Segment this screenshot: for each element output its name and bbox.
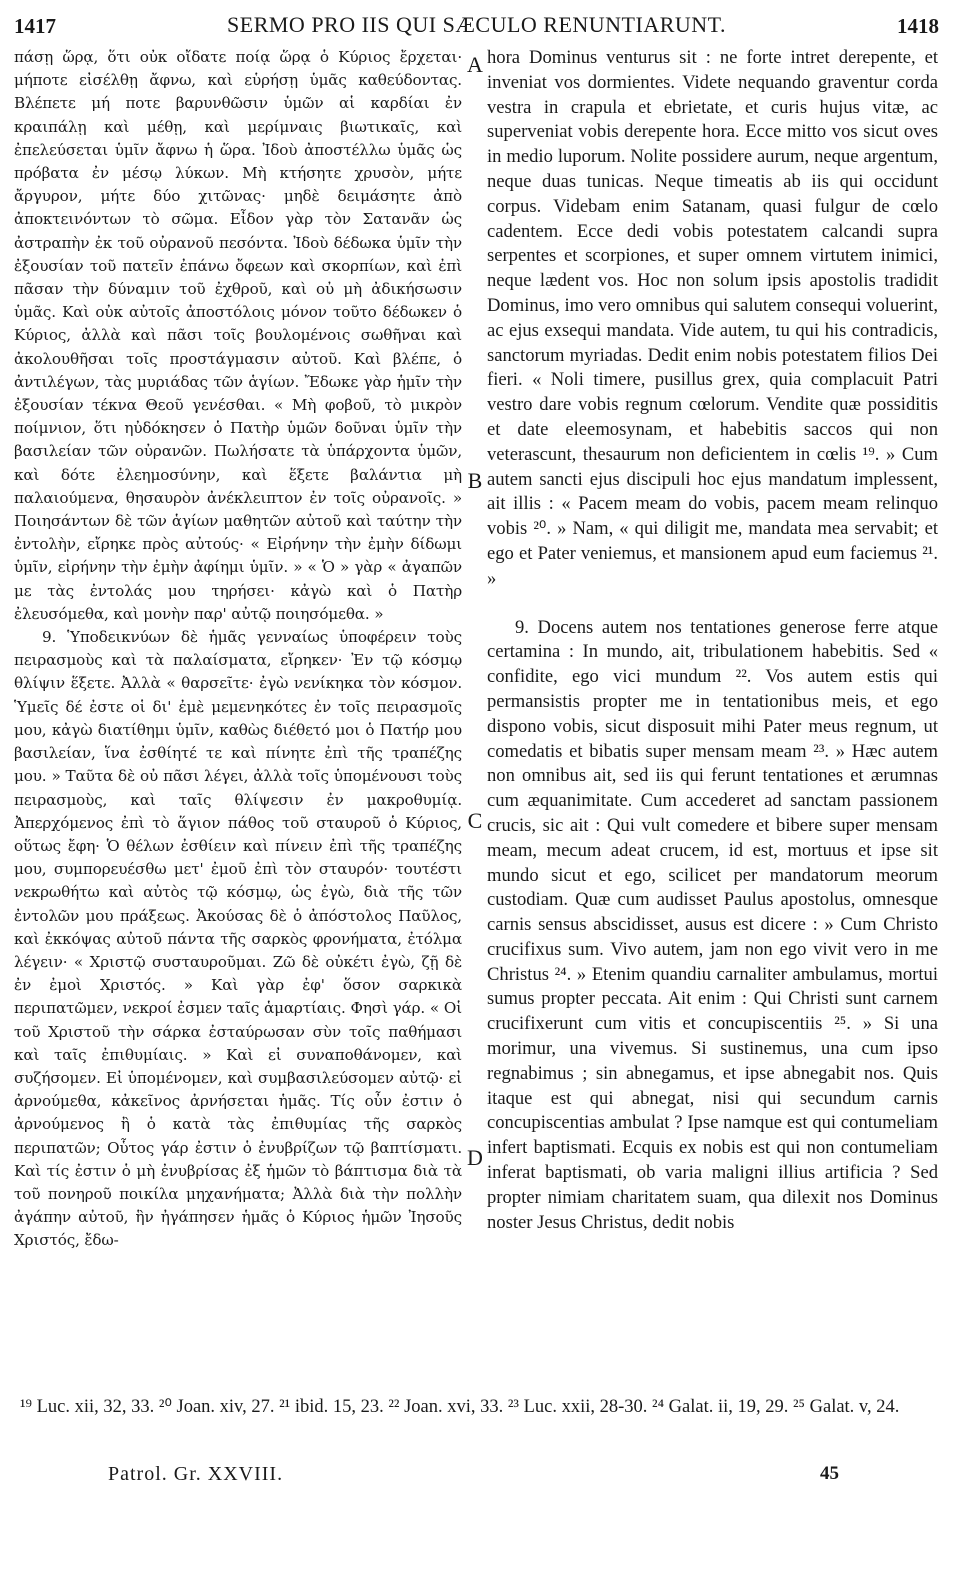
signature-mark: 45 xyxy=(820,1463,839,1484)
page-number-left: 1417 xyxy=(14,14,56,38)
running-title: SERMO PRO IIS QUI SÆCULO RENUNTIARUNT. xyxy=(227,12,726,37)
series-line: Patrol. Gr. XXVIII. xyxy=(108,1463,284,1485)
greek-paragraph-2: 9. Ὑποδεικνύων δὲ ἡμᾶς γενναίως ὑποφέρειν τοὺς πειρασμοὺς καὶ τὰ παλαίσματα, εἴρηκεν· Ἐν τῷ κόσμῳ θλίψιν ἕξετε. Ἀλλὰ « θαρσεῖτε· ἐγὼ νενίκηκα τὸν κόσμον. Ὑμεῖς δέ ἐστε οἱ δι' ἐμὲ μεμενηκότες ἐν τοῖς πειρασμοῖς μου, κἀγὼ διατίθημι ὑμῖν, καθὼς διέθετό μοι ὁ Πατήρ μου βασιλείαν, ἵνα ἐσθίητέ τε καὶ πίνητε ἐπὶ τῆς τραπέζης μου. » Ταῦτα δὲ οὐ πᾶσι λέγει, ἀλλὰ τοῖς ὑπομένουσι τοὺς πειρασμοὺς, καὶ ταῖς θλίψεσιν ἐν μακροθυμίᾳ. Ἀπερχόμενος ἐπὶ τὸ ἅγιον πάθος τοῦ σταυροῦ ὁ Κύριος, οὕτως ἔφη· Ὁ θέλων ἐσθίειν καὶ πίνειν ἐπὶ τῆς τραπέζης μου, συμπορευέσθω μετ' ἐμοῦ ἐπὶ τὸν σταυρόν· τουτέστι νεκρωθήτω καὶ αὐτὸς τῷ κόσμῳ, ὡς ἐγὼ, διὰ τῆς τῶν ἐντολῶν μου πράξεως. Ἀκούσας δὲ ὁ ἀπόστολος Παῦλος, καὶ ἐκκόψας αὐτοῦ πάντα τῆς σαρκὸς φρονήματα, ἐτόλμα λέγειν· « Χριστῷ συσταυροῦμαι. Ζῶ δὲ οὐκέτι ἐγὼ, ζῇ δὲ ἐν ἐμοὶ Χριστός. » Καὶ γὰρ ἐφ' ὅσον σαρκικὰ περιπατῶμεν, νεκροί ἐσμεν ταῖς ἁμαρτίαις. Φησὶ γάρ. « Οἱ τοῦ Χριστοῦ τὴν σάρκα ἐσταύρωσαν σὺν τοῖς παθήμασι καὶ ταῖς ἐπιθυμίαις. » Καὶ εἰ συναποθάνομεν, καὶ συζήσομεν. Εἰ ὑπομένομεν, καὶ συμβασιλεύσομεν αὐτῷ· εἰ ἀρνούμεθα, κἀκεῖνος ἀρνήσεται ἡμᾶς. Τίς οὖν ἐστιν ὁ ἀρνούμενος ἢ ὁ κατὰ τὰς ἐπιθυμίας τῆς σαρκὸς περιπατῶν; Οὗτος γάρ ἐστιν ὁ ἐνυβρίζων τῷ βαπτίσματι. Καὶ τίς ἐστιν ὁ μὴ ἐνυβρίσας ἐξ ἡμῶν τὸ βάπτισμα διὰ τὰ τοῦ πονηροῦ ποικίλα μηχανήματα; Ἀλλὰ διὰ τὴν πολλὴν ἀγάπην αὐτοῦ, ἣν ἠγάπησεν ἡμᾶς ὁ Κύριος ἡμῶν Ἰησοῦς Χριστός, ἔδω- xyxy=(14,628,462,1250)
latin-paragraph-1: hora Dominus venturus sit : ne forte intret derepente, et inveniat vos dormientes. Videte nequando graventur corda vestra in crapula et ebrietate, et curis hujus vitæ, ac superveniat vobis derepente hora. Ecce mitto vos sicut oves in medio luporum. Nolite possidere aurum, neque argentum, neque duas tunicas. Neque timeatis ab iis qui occidunt corpus. Videbam enim Satanam, quasi fulgur de cœlo cadentem. Ecce dedi vobis potestatem calcandi supra serpentes et scorpiones, et super omnem virtutem inimici, neque lædent vos. Hoc non solum ipsis apostolis tradidit Dominus, imo vero omnibus qui salutem consequi voluerint, ac ejus exsequi mandata. Vide autem, tu qui his contradicis, sanctorum myriadas. Dedit enim nobis potestatem filios Dei fieri. « Noli timere, pusillus grex, quia complacuit Patri vestro dare vobis regnum cœlorum. Vendite quæ possiditis et date eleemosynam, et habebitis saccos qui non veterascunt, thesaurum non deficientem in cœlis ¹⁹. » Cum autem sancti ejus discipuli hoc ejus mandatum implessent, ait illis : « Pacem meam do vobis, pacem meam relinquo vobis ²⁰. » Nam, « qui diligit me, mandata mea servabit; et ego et Pater veniemus, et mansionem apud eum faciemus ²¹. » xyxy=(487,47,938,589)
footnotes: ¹⁹ Luc. xii, 32, 33. ²⁰ Joan. xiv, 27. ²¹ ibid. 15, 23. ²² Joan. xvi, 33. ²³ Luc. xxii, 28-30. ²⁴ Galat. ii, 19, 29. ²⁵ Galat. v, 24. xyxy=(20,1397,900,1417)
latin-paragraph-2: 9. Docens autem nos tentationes generose ferre atque certamina : In mundo, ait, tribulationem habebitis. Sed « confidite, ego vici mundum ²². Vos autem estis qui permansistis propter me in tentationibus meis, et ego dispono vobis, sicut disposuit mihi Pater meus regnum, ut comedatis et bibatis super mensam meam ²³. » Hæc autem non omnibus ait, sed iis qui ferunt tentationes et ærumnas cum æquanimitate. Cum accederet ad sanctam passionem crucis, sic ait : Qui vult comedere et bibere super mensam meam, mecum adeat crucem, id est, mortuus et ipse sit mundo sicut et ego, scilicet per mandatorum meorum custodiam. Quæ cum audisset Paulus apostolus, omnesque carnis sensus abscidisset, ausus est dicere : » Cum Christo crucifixus sum. Vivo autem, jam non ego vivit vero in me Christus ²⁴. » Etenim quandiu carnaliter ambulamus, mortui sumus propter peccata. Ait enim : Qui Christi sunt carnem crucifixerunt cum vitis et concupiscentiis ²⁵. » Si una morimur, una vivemus. Si sustinemus, una cum ipso regnabimus ; sin abnegamus, et ipse abnegabit nos. Quis itaque est qui abnegat, nisi qui secundum carnis concupiscentias ambulat ? Ipse namque est qui contumeliam infert baptismati. Ecquis ex nobis est qui non contumeliam inferat baptismati, ob varia maligni illius artificia ? Sed propter nimiam charitatem suam, qua dilexit nos Dominus noster Jesus Christus, dedit nobis xyxy=(487,616,938,1233)
margin-marker-b: B xyxy=(467,468,483,493)
greek-column xyxy=(14,46,462,1386)
latin-column xyxy=(487,46,938,1386)
margin-marker-c: C xyxy=(467,808,483,833)
margin-marker-d: D xyxy=(467,1145,483,1170)
page-number-right: 1418 xyxy=(897,14,939,38)
greek-paragraph-1: πάσῃ ὥρᾳ, ὅτι οὐκ οἴδατε ποίᾳ ὥρᾳ ὁ Κύριος ἔρχεται· μήποτε εἰσέλθῃ ἄφνω, καὶ εὑρήσῃ ὑμᾶς καθεύδοντας. Βλέπετε μή ποτε βαρυνθῶσιν ὑμῶν αἱ καρδίαι ἐν κραιπάλῃ καὶ μέθῃ, καὶ μερίμναις βιωτικαῖς, καὶ ἐπελεύσεται ὑμῖν ἄφνω ἡ ὥρα. Ἰδοὺ ἀποστέλλω ὑμᾶς ὡς πρόβατα ἐν μέσῳ λύκων. Μὴ κτήσητε χρυσὸν, μήτε ἄργυρον, μήτε δύο χιτῶνας· μηδὲ δειμάσητε ἀπὸ ἀποκτεινόντων τὸ σῶμα. Εἶδον γὰρ τὸν Σατανᾶν ὡς ἀστραπὴν ἐκ τοῦ οὐρανοῦ πεσόντα. Ἰδοὺ δέδωκα ὑμῖν τὴν ἐξουσίαν τοῦ πατεῖν ἐπάνω ὄφεων καὶ σκορπίων, καὶ ἐπὶ πᾶσαν τὴν δύναμιν τοῦ ἐχθροῦ, καὶ οὐ μὴ ἀδικήσωσιν ὑμᾶς. Καὶ οὐκ αὐτοῖς ἀποστόλοις μόνον τοῦτο δέδωκεν ὁ Κύριος, ἀλλὰ καὶ πᾶσι τοῖς βουλομένοις σωθῆναι καὶ ἀκολουθῆσαι τοῖς προστάγμασιν αὐτοῦ. Καὶ βλέπε, ὁ ἀντιλέγων, τὰς μυριάδας τῶν ἁγίων. Ἔδωκε γὰρ ἡμῖν τὴν ἐξουσίαν τέκνα Θεοῦ γενέσθαι. « Μὴ φοβοῦ, τὸ μικρὸν ποίμνιον, ὅτι ηὐδόκησεν ὁ Πατὴρ ὑμῶν δοῦναι ὑμῖν τὴν βασιλείαν τῶν οὐρανῶν. Πωλήσατε τὰ ὑπάρχοντα ὑμῶν, καὶ δότε ἐλεημοσύνην, καὶ ἕξετε βαλάντια μὴ παλαιούμενα, θησαυρὸν ἀνέκλειπτον ἐν τοῖς οὐρανοῖς. » Ποιησάντων δὲ τῶν ἁγίων μαθητῶν αὐτοῦ καὶ ταύτην τὴν ἐντολὴν, εἴρηκε πρὸς αὐτούς· « Εἰρήνην τὴν ἐμὴν δίδωμι ὑμῖν, εἰρήνην τὴν ἐμὴν ἀφίημι ὑμῖν. » « Ὁ » γὰρ « ἀγαπῶν με τὰς ἐντολάς μου τηρήσει· κἀγὼ καὶ ὁ Πατὴρ ἐλευσόμεθα, καὶ μονὴν παρ' αὐτῷ ποιησόμεθα. » xyxy=(14,48,462,623)
page-header xyxy=(14,8,939,44)
margin-marker-a: A xyxy=(467,52,483,77)
